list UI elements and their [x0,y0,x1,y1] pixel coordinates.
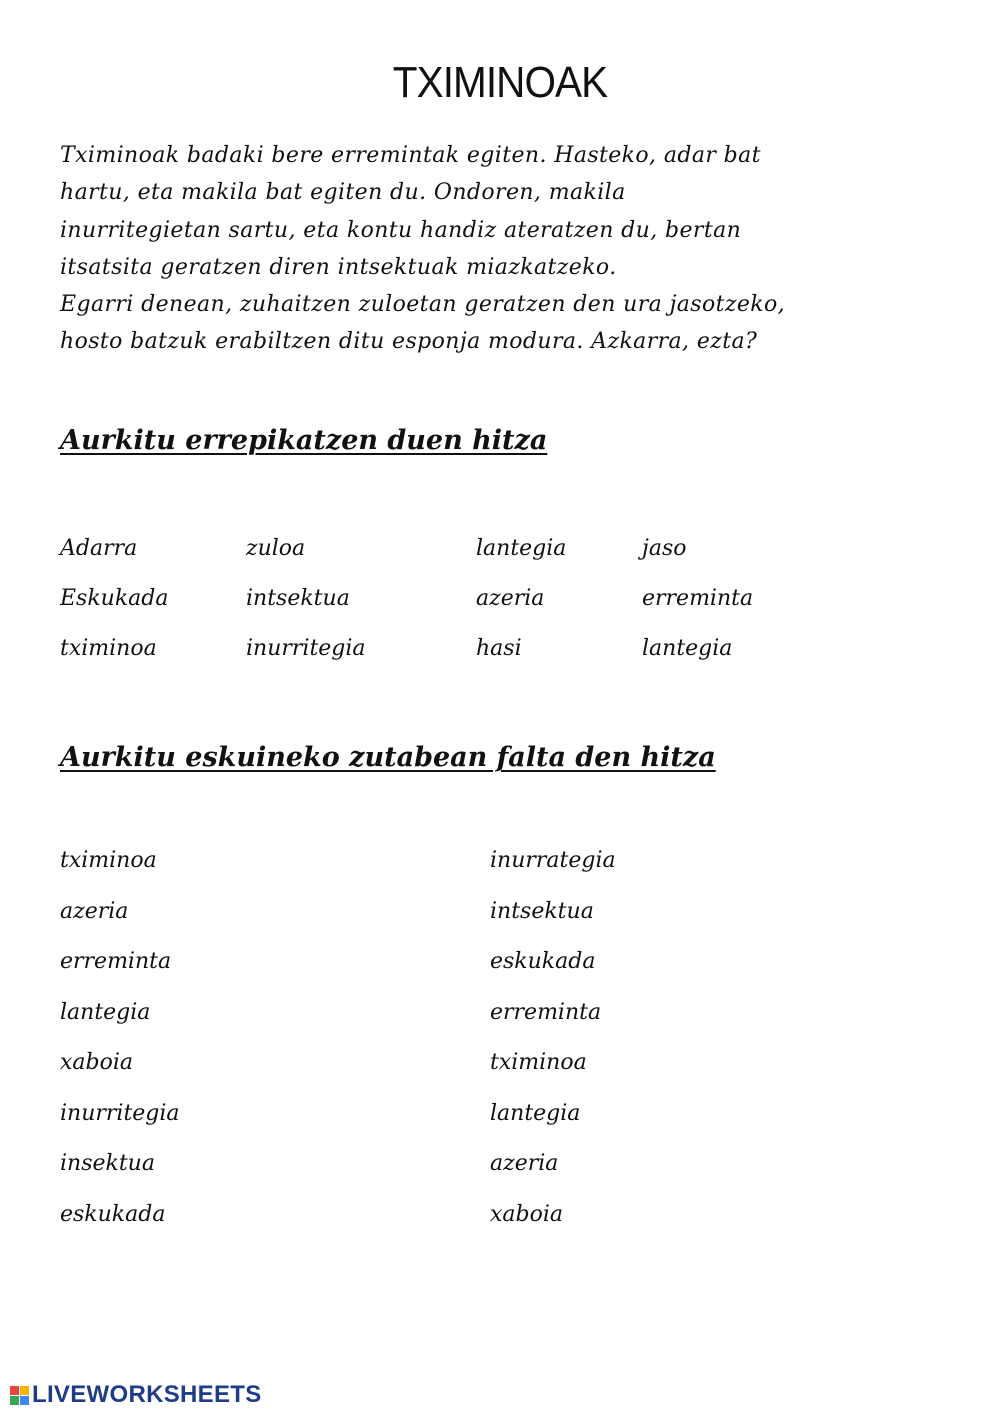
page-title: TXIMINOAK [392,58,608,107]
word-option[interactable]: zuloa [246,536,306,561]
left-word[interactable]: inurritegia [60,1100,180,1126]
paragraph-line: hartu, eta makila bat egiten du. Ondoren, makila [60,180,626,206]
left-word[interactable]: xaboia [60,1050,134,1075]
word-row [0,536,1000,586]
word-row [0,636,1000,686]
logo-icon [10,1386,29,1405]
word-option[interactable]: hasi [476,636,522,661]
paragraph-line: Egarri denean, zuhaitzen zuloetan geratzen den ura jasotzeko, [60,292,786,318]
right-word[interactable]: xaboia [490,1201,564,1227]
section1-heading: Aurkitu errepikatzen duen hitza [60,425,548,456]
word-option[interactable]: intsektua [246,586,350,611]
right-word[interactable]: azeria [490,1151,559,1176]
word-option[interactable]: tximinoa [60,636,157,661]
reading-paragraph [60,137,940,361]
paragraph-line: Tximinoak badaki bere erremintak egiten. Hasteko, adar bat [60,143,761,168]
left-column [60,848,180,1252]
left-word[interactable]: eskukada [60,1201,166,1227]
logo-block [10,1396,19,1405]
right-column [490,848,616,1252]
word-option[interactable]: Adarra [60,536,138,561]
repeated-word-grid [0,536,1000,686]
word-option[interactable]: lantegia [476,536,567,561]
right-word[interactable]: inurrategia [490,848,616,873]
section2-heading: Aurkitu eskuineko zutabean falta den hitza [60,742,716,773]
paragraph-line: hosto batzuk erabiltzen ditu esponja modura. Azkarra, ezta? [60,329,758,355]
left-word[interactable]: tximinoa [60,848,157,873]
logo-block [10,1386,19,1395]
word-option[interactable]: jaso [642,536,687,561]
left-word[interactable]: lantegia [60,999,151,1025]
paragraph-line: itsatsita geratzen diren intsektuak miazkatzeko. [60,254,617,280]
liveworksheets-logo[interactable] [10,1380,262,1410]
word-option[interactable]: inurritegia [246,636,366,661]
word-row [0,586,1000,636]
word-option[interactable]: azeria [476,586,545,611]
right-word[interactable]: erreminta [490,999,602,1025]
brand-name: LIVEWORKSHEETS [32,1381,262,1408]
right-word[interactable]: tximinoa [490,1050,587,1075]
word-option[interactable]: Eskukada [60,586,169,611]
right-word[interactable]: lantegia [490,1100,581,1126]
word-option[interactable]: lantegia [642,636,733,661]
word-option[interactable]: erreminta [642,586,754,611]
left-word[interactable]: azeria [60,898,129,924]
right-word[interactable]: intsektua [490,898,594,924]
left-word[interactable]: erreminta [60,949,172,974]
logo-block [20,1386,29,1395]
right-word[interactable]: eskukada [490,949,596,974]
paragraph-line: inurritegietan sartu, eta kontu handiz ateratzen du, bertan [60,217,742,243]
left-word[interactable]: insektua [60,1151,155,1176]
logo-block [20,1396,29,1405]
